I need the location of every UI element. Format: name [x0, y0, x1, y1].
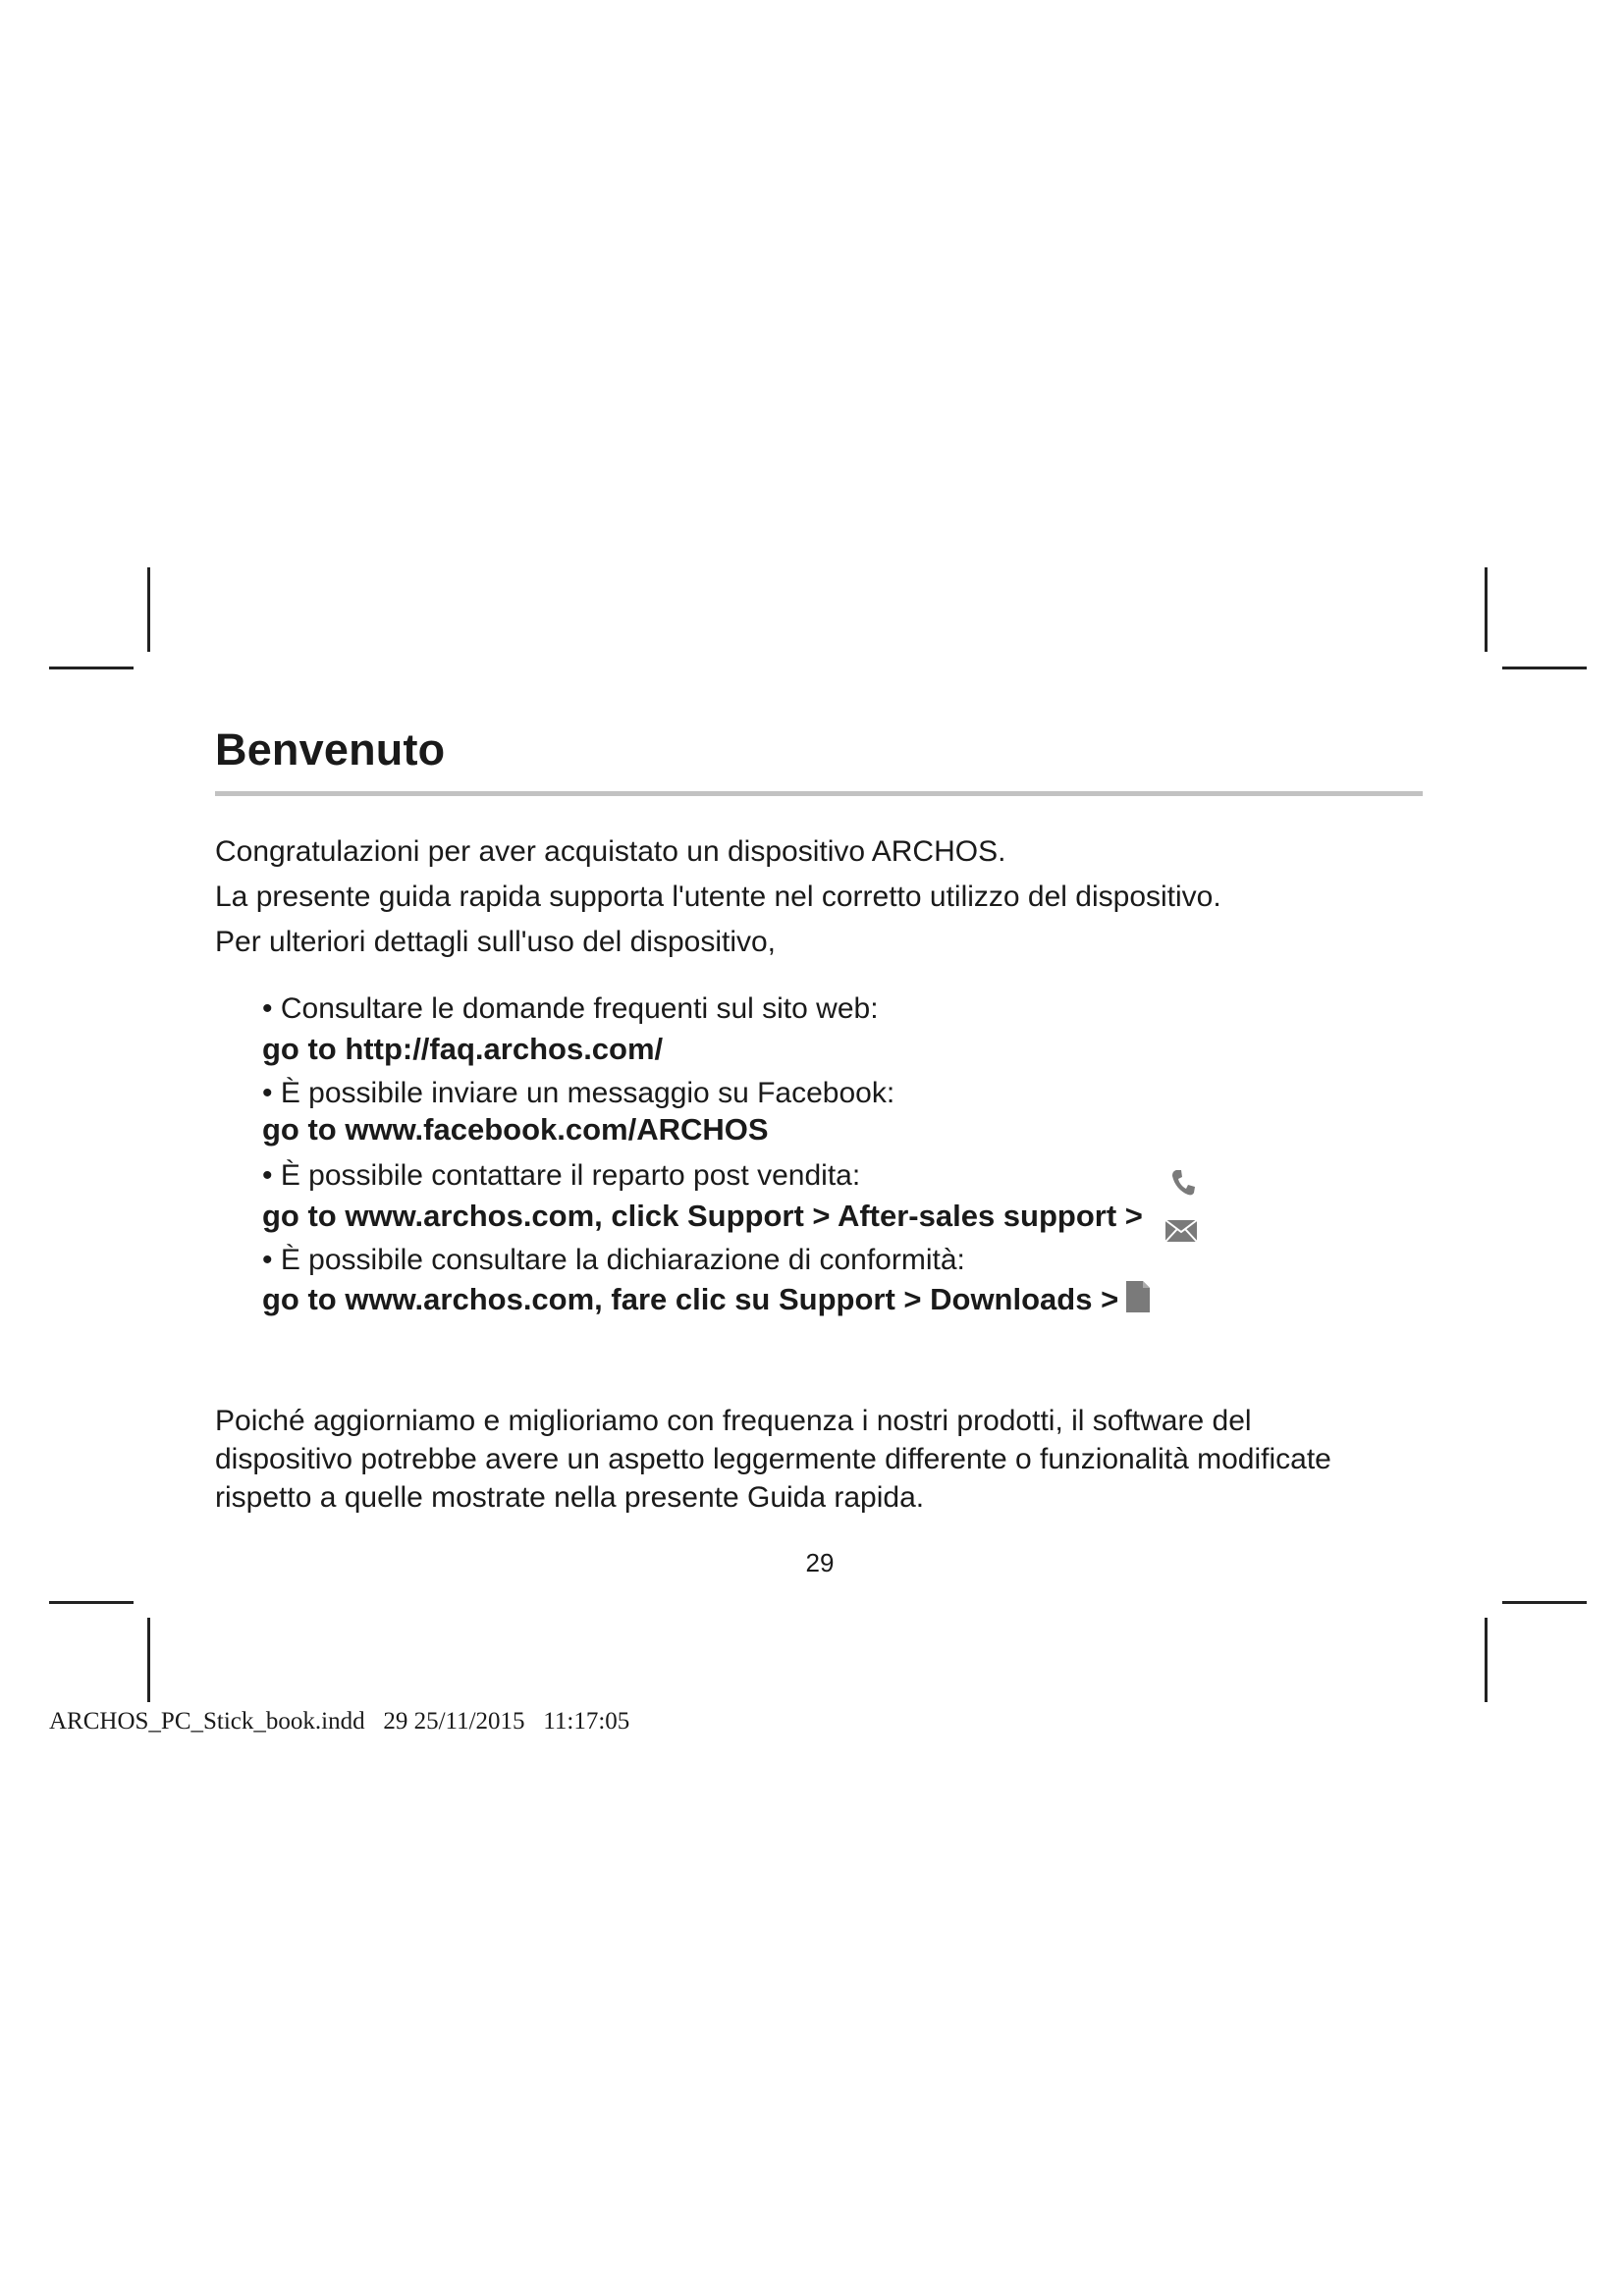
closing-line-2: dispositivo potrebbe avere un aspetto leggermente differente o funzionalità modificate	[215, 1443, 1331, 1475]
title-divider	[215, 791, 1423, 796]
page-title: Benvenuto	[215, 724, 446, 774]
item-support-link[interactable]: go to www.archos.com, click Support > After-sales support >	[262, 1199, 1143, 1233]
intro-line-3: Per ulteriori dettagli sull'uso del dispositivo,	[215, 926, 777, 958]
item-conformity-text: • È possibile consultare la dichiarazione di conformità:	[262, 1244, 965, 1276]
closing-line-3: rispetto a quelle mostrate nella presente Guida rapida.	[215, 1481, 925, 1514]
crop-mark-top-right-vertical	[1485, 567, 1488, 652]
item-faq-text: • Consultare le domande frequenti sul sito web:	[262, 992, 879, 1025]
crop-mark-bottom-right-horizontal	[1502, 1601, 1587, 1604]
crop-mark-bottom-left-horizontal	[49, 1601, 134, 1604]
crop-mark-bottom-right-vertical	[1485, 1618, 1488, 1702]
item-conformity-link[interactable]: go to www.archos.com, fare clic su Support > Downloads >	[262, 1282, 1119, 1316]
item-support-text: • È possibile contattare il reparto post vendita:	[262, 1159, 861, 1192]
closing-line-1: Poiché aggiorniamo e miglioriamo con frequenza i nostri prodotti, il software del	[215, 1405, 1252, 1437]
item-facebook-text: • È possibile inviare un messaggio su Facebook:	[262, 1077, 895, 1109]
envelope-icon	[1164, 1219, 1198, 1243]
closing-paragraph	[215, 1402, 1433, 1517]
intro-line-1: Congratulazioni per aver acquistato un dispositivo ARCHOS.	[215, 835, 1006, 868]
print-slug: ARCHOS_PC_Stick_book.indd 29 25/11/2015 11:17:05	[49, 1708, 630, 1735]
crop-mark-top-left-vertical	[147, 567, 150, 652]
intro-line-2: La presente guida rapida supporta l'utente nel corretto utilizzo del dispositivo.	[215, 881, 1221, 913]
document-icon	[1126, 1281, 1150, 1312]
page-number: 29	[805, 1548, 835, 1577]
item-facebook-link[interactable]: go to www.facebook.com/ARCHOS	[262, 1112, 769, 1147]
crop-mark-top-left-horizontal	[49, 667, 134, 669]
crop-mark-bottom-left-vertical	[147, 1618, 150, 1702]
crop-mark-top-right-horizontal	[1502, 667, 1587, 669]
phone-icon	[1170, 1168, 1196, 1198]
item-faq-link[interactable]: go to http://faq.archos.com/	[262, 1032, 664, 1066]
